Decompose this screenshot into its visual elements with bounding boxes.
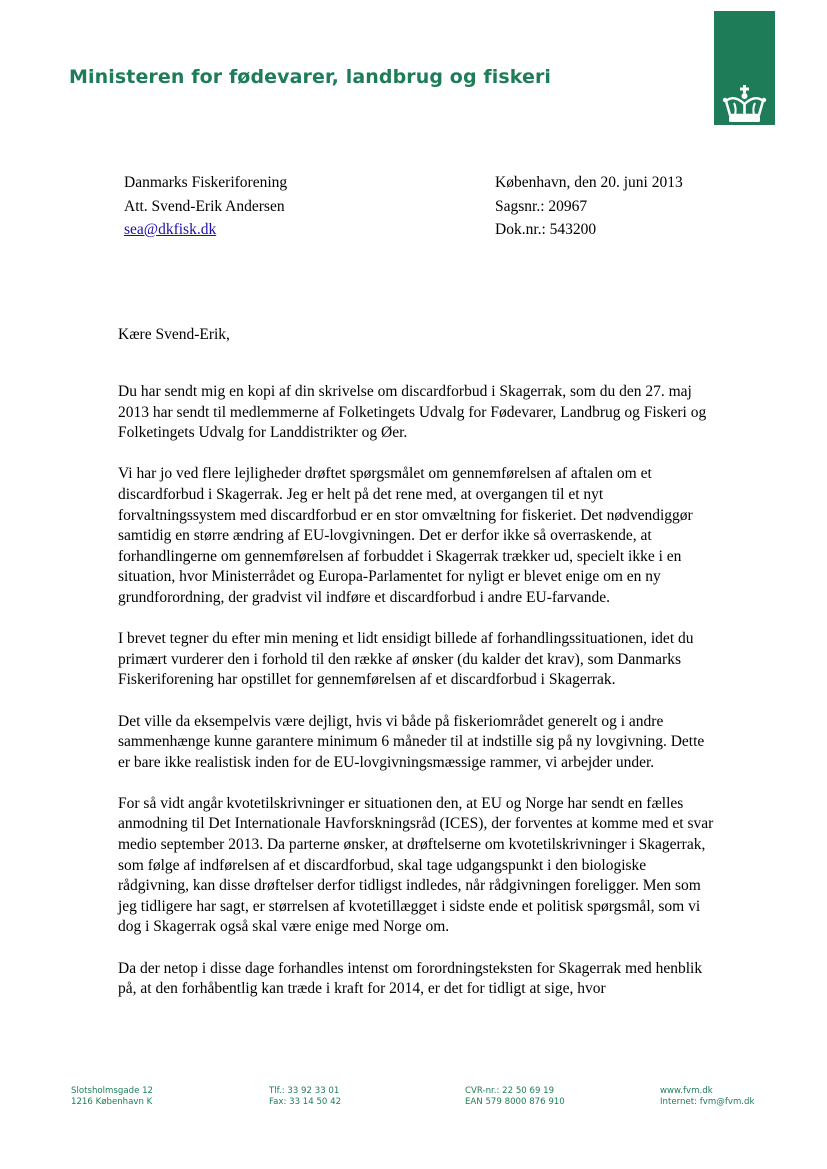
- footer-web: [660, 1086, 754, 1108]
- crown-icon: [722, 85, 767, 125]
- greeting: Kære Svend-Erik,: [118, 326, 230, 343]
- ministry-title: Ministeren for fødevarer, landbrug og fiskeri: [69, 66, 552, 88]
- paragraph: Det ville da eksempelvis være dejligt, hvis vi både på fiskeriområdet generelt og i andre sammenhænge kunne garantere minimum 6 måneder til at indstille sig på ny lovgivning. Dette er bare ikke realistisk inden for de EU-lovgivningsmæssige rammer, vi arbejder under.: [118, 712, 705, 771]
- footer-address: Slotsholmsgade 12 1216 København K: [71, 1086, 154, 1107]
- footer-registration: CVR-nr.: 22 50 69 19 EAN 579 8000 876 910: [465, 1086, 565, 1107]
- case-number: Sagsnr.: 20967: [495, 197, 588, 215]
- paragraph: Vi har jo ved flere lejligheder drøftet spørgsmålet om gennemførelsen af aftalen om et discardforbud i Skagerrak. Jeg er helt på det rene med, at overgangen til et nyt forvaltningssystem med discardforbud er en stor omvæltning for fiskeriet. Det nødvendiggør samtidig en større ændring af EU-lovgivningen. Det er derfor ikke så overraskende, at forhandlingerne om gennemførelsen af forbuddet i Skagerrak trækker ud, specielt ikke i en situation, hvor Ministerrådet og Europa-Parlamentet for nyligt er blevet enige om en ny grundforordning, der gradvist vil indføre et discardforbud i andre EU-farvande.: [118, 465, 693, 606]
- footer-website-link[interactable]: www.fvm.dk: [660, 1086, 713, 1096]
- paragraph: Du har sendt mig en kopi af din skrivelse om discardforbud i Skagerrak, som du den 27. maj 2013 har sendt til medlemmerne af Folketingets Udvalg for Fødevarer, Landbrug og Fiskeri og Folketingets Udvalg for Landdistrikter og Øer.: [118, 383, 707, 442]
- crown-logo: [714, 11, 775, 125]
- recipient-org: Danmarks Fiskeriforening: [124, 174, 288, 191]
- footer-phone: Tlf.: 33 92 33 01 Fax: 33 14 50 42: [269, 1086, 342, 1107]
- paragraph: Da der netop i disse dage forhandles intenst om forordningsteksten for Skagerrak med henblik på, at den forhåbentlig kan træde i kraft for 2014, er det for tidligt at sige, hvor: [118, 959, 703, 998]
- letter-body: [118, 382, 718, 1020]
- letter-date: København, den 20. juni 2013: [495, 174, 683, 191]
- meta-block: [495, 171, 683, 242]
- footer-email-link[interactable]: Internet: fvm@fvm.dk: [660, 1097, 755, 1107]
- recipient-block: [124, 171, 287, 242]
- document-number: Dok.nr.: 543200: [495, 221, 597, 238]
- recipient-att: Att. Svend-Erik Andersen: [124, 197, 285, 215]
- paragraph: For så vidt angår kvotetilskrivninger er situationen den, at EU og Norge har sendt en fælles anmodning til Det Internationale Havforskningsråd (ICES), der forventes at komme med et svar medio september 2013. Da parterne ønsker, at drøftelserne om kvotetilskrivninger i Skagerrak, som følge af indførelsen af et discardforbud, skal tage udgangspunkt i den biologiske rådgivning, kan disse drøftelser derfor tidligst indledes, når rådgivningen foreligger. Men som jeg tidligere har sagt, er størrelsen af kvotetillægget i sidste ende et politisk spørgsmål, som vi dog i Skagerrak også skal være enige med Norge om.: [118, 794, 714, 936]
- recipient-email-link[interactable]: sea@dkfisk.dk: [124, 221, 217, 238]
- paragraph: I brevet tegner du efter min mening et lidt ensidigt billede af forhandlingssituationen, idet du primært vurderer den i forhold til den række af ønsker (du kalder det krav), som Danmarks Fiskeriforening har opstillet for gennemførelsen af et discardforbud i Skagerrak.: [118, 630, 694, 689]
